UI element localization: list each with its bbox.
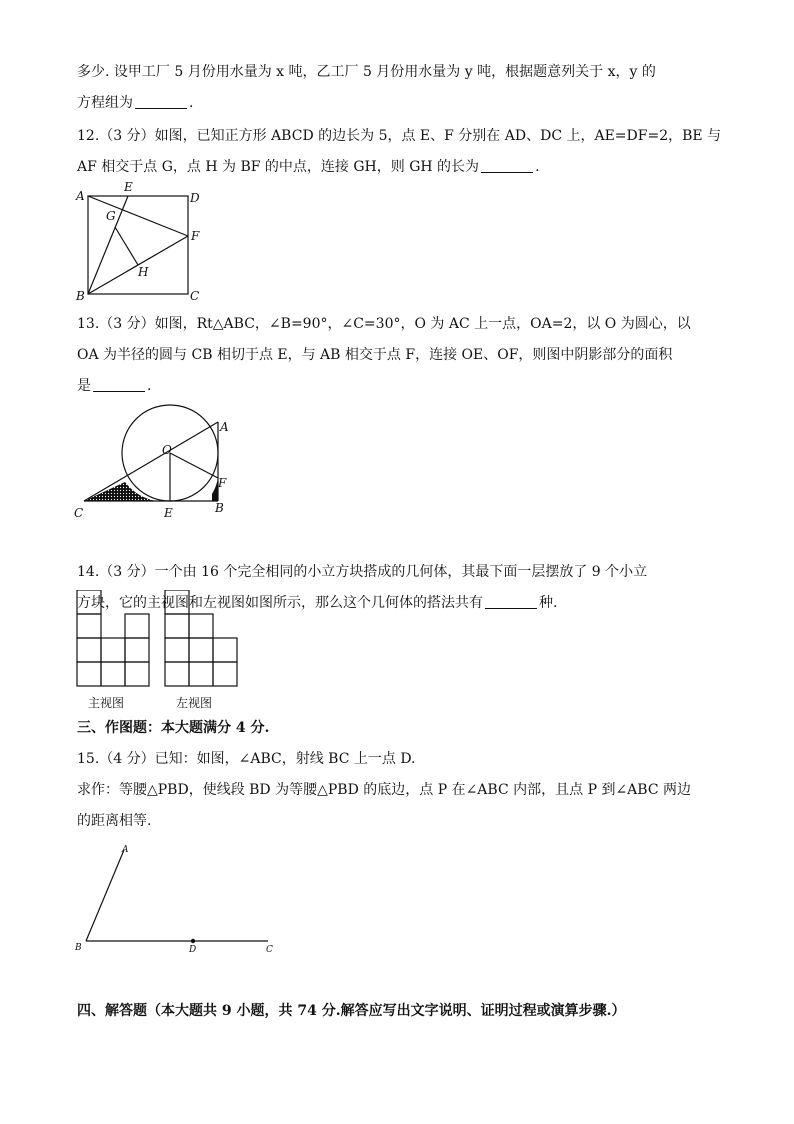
q14-prompt: 方块，它的主视图和左视图如图所示，那么这个几何体的搭法共有	[77, 595, 483, 611]
point-d	[191, 939, 195, 943]
view-cube-cell	[165, 590, 189, 614]
front-view-caption: 主视图	[88, 696, 125, 710]
view-cube-cell	[125, 662, 149, 686]
q11-text-line1: 多少. 设甲工厂 5 月份用水量为 x 吨，乙工厂 5 月份用水量为 y 吨，根据题意列关于 x，y 的	[77, 64, 656, 80]
view-cube-cell	[165, 638, 189, 662]
label-a: A	[122, 845, 129, 855]
view-cube-cell	[213, 662, 237, 686]
q15-text-line3: 的距离相等.	[77, 813, 152, 829]
q12-square-figure	[72, 180, 212, 305]
view-cube-cell	[189, 614, 213, 638]
q15-text-line1: 15.（4 分）已知：如图，∠ABC，射线 BC 上一点 D.	[77, 751, 416, 767]
section4-heading: 四、解答题（本大题共 9 小题，共 74 分.解答应写出文字说明、证明过程或演算步骤.）	[77, 1003, 626, 1019]
label-d: D	[189, 945, 197, 955]
label-e: E	[164, 506, 173, 520]
q12-prompt: AF 相交于点 G，点 H 为 BF 的中点，连接 GH，则 GH 的长为	[77, 159, 480, 175]
shaded-region-left	[84, 482, 170, 501]
q13-text-line1: 13.（3 分）如图，Rt△ABC，∠B=90°，∠C=30°，O 为 AC 上一点，OA=2，以 O 为圆心，以	[77, 316, 691, 332]
label-g: G	[106, 209, 116, 223]
view-cube-cell	[165, 662, 189, 686]
q14-answer-blank	[485, 594, 537, 609]
label-f: F	[191, 229, 200, 243]
label-f: F	[218, 476, 227, 490]
section3-heading: 三、作图题：本大题满分 4 分.	[77, 720, 270, 736]
view-cube-cell	[189, 662, 213, 686]
segment-gh	[115, 227, 138, 265]
label-b: B	[76, 289, 85, 303]
q14-unit: 种.	[539, 595, 558, 611]
view-cube-cell	[77, 638, 101, 662]
q12-text-line2	[77, 157, 540, 177]
q13-period: .	[147, 378, 152, 394]
segment-af	[88, 196, 188, 236]
label-h: H	[138, 265, 149, 279]
left-view-caption: 左视图	[176, 696, 213, 710]
view-cube-cell	[101, 638, 125, 662]
view-cube-cell	[125, 614, 149, 638]
label-a: A	[76, 189, 85, 203]
label-c: C	[266, 945, 273, 955]
label-b: B	[75, 943, 82, 953]
q14-text-line1: 14.（3 分）一个由 16 个完全相同的小立方块搭成的几何体，其最下面一层摆放了 9 个小立	[77, 564, 648, 580]
label-a: A	[220, 420, 229, 434]
label-c: C	[74, 506, 84, 520]
q11-answer-blank	[135, 94, 187, 109]
view-cube-cell	[77, 614, 101, 638]
q13-circle-figure	[68, 402, 248, 524]
q14-front-view	[76, 590, 150, 690]
q13-answer-blank	[93, 377, 145, 392]
q13-text-line3	[77, 376, 151, 396]
label-e: E	[124, 180, 133, 194]
segment-ac	[84, 422, 218, 501]
q13-text-line2: OA 为半径的圆与 CB 相切于点 E，与 AB 相交于点 F，连接 OE、OF，则图中阴影部分的面积	[77, 347, 673, 363]
view-cube-cell	[189, 638, 213, 662]
label-b: B	[215, 501, 224, 515]
label-o: O	[162, 443, 172, 457]
q13-prompt: 是	[77, 378, 91, 394]
view-cube-cell	[165, 614, 189, 638]
q12-period: .	[535, 159, 540, 175]
label-d: D	[190, 191, 200, 205]
label-c: C	[190, 289, 200, 303]
ray-ba	[86, 850, 124, 941]
view-cube-cell	[213, 638, 237, 662]
q15-text-line2: 求作：等腰△PBD，使线段 BD 为等腰△PBD 的底边，点 P 在∠ABC 内部，且点 P 到∠ABC 两边	[77, 782, 692, 798]
view-cube-cell	[101, 662, 125, 686]
q11-text-line2	[77, 93, 193, 113]
q11-period: .	[189, 95, 194, 111]
view-cube-cell	[125, 638, 149, 662]
q15-angle-figure	[72, 840, 292, 960]
q12-answer-blank	[481, 158, 533, 173]
q12-text-line1: 12.（3 分）如图，已知正方形 ABCD 的边长为 5，点 E、F 分别在 AD、DC 上，AE=DF=2，BE 与	[77, 128, 722, 144]
q11-prompt: 方程组为	[77, 95, 133, 111]
q14-left-view	[164, 590, 238, 690]
segment-of	[170, 453, 218, 478]
view-cube-cell	[77, 662, 101, 686]
view-cube-cell	[77, 590, 101, 614]
